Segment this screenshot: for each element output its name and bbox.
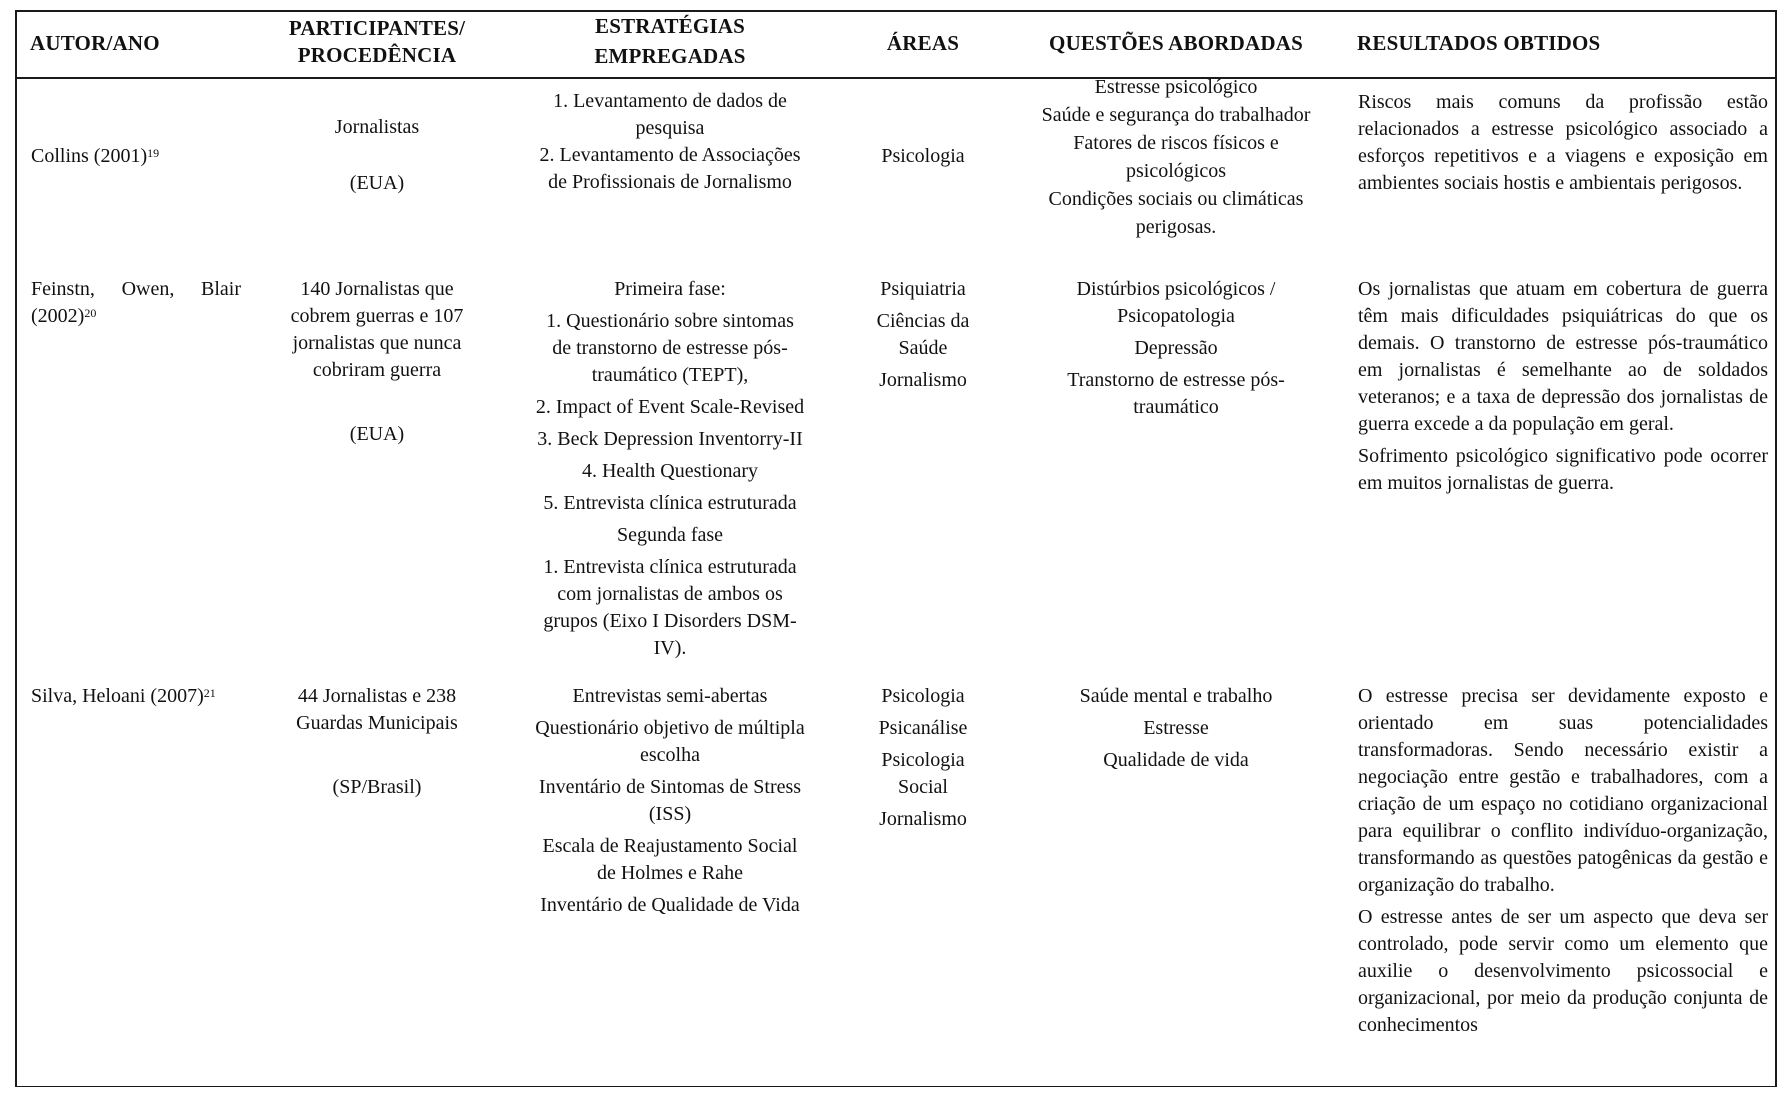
row3-strategies — [500, 683, 840, 919]
strategy-line: IV). — [653, 637, 687, 659]
area-line: Psiquiatria — [880, 278, 966, 300]
header-divider — [15, 77, 1777, 79]
row2-questions — [1016, 276, 1336, 421]
row1-author — [31, 143, 241, 170]
strategy-line: de Holmes e Rahe — [596, 862, 744, 884]
row1-questions — [1016, 73, 1336, 241]
participants-origin: (EUA) — [349, 172, 405, 194]
participants-line: Guardas Municipais — [296, 712, 458, 734]
reference-number: 19 — [147, 146, 160, 160]
participants-origin: (SP/Brasil) — [332, 776, 422, 798]
area-line: Psicanálise — [878, 717, 968, 739]
strategy-line: de Profissionais de Jornalismo — [548, 171, 792, 193]
strategy-line: Entrevistas semi-abertas — [572, 685, 768, 707]
question-line: psicológicos — [1126, 160, 1226, 182]
question-line: Saúde e segurança do trabalhador — [1041, 104, 1311, 126]
participants-origin: (EUA) — [349, 423, 405, 445]
participants-line: 44 Jornalistas e 238 — [297, 685, 457, 707]
area-line: Ciências da — [876, 310, 970, 332]
header-strategies-line2: EMPREGADAS — [594, 44, 746, 68]
strategy-line: (ISS) — [648, 803, 692, 825]
header-participants-line2: PROCEDÊNCIA — [297, 43, 457, 67]
area-line: Jornalismo — [879, 808, 967, 830]
strategy-line: grupos (Eixo I Disorders DSM- — [543, 610, 797, 632]
row1-strategies — [510, 88, 830, 196]
strategy-line: Questionário objetivo de múltipla — [535, 717, 805, 739]
row3-results — [1358, 683, 1768, 1044]
participants-line: jornalistas que nunca — [292, 332, 462, 354]
participants-line: cobrem guerras e 107 — [290, 305, 464, 327]
header-author: AUTOR/ANO — [30, 31, 160, 55]
area-line: Psicologia — [881, 685, 965, 707]
author-name: Collins (2001) — [31, 145, 148, 167]
row3-areas — [860, 683, 986, 833]
question-line: traumático — [1133, 396, 1219, 418]
strategy-line: 1. Levantamento de dados de — [553, 90, 787, 112]
question-line: Depressão — [1134, 337, 1218, 359]
strategy-line: 1. Questionário sobre sintomas — [546, 310, 794, 332]
area-line: Jornalismo — [879, 369, 967, 391]
row2-areas — [860, 276, 986, 394]
strategy-line: 1. Entrevista clínica estruturada — [543, 556, 797, 578]
question-line: Distúrbios psicológicos / — [1076, 278, 1276, 300]
author-name: Silva, Heloani (2007) — [31, 685, 204, 707]
row2-author — [31, 276, 241, 330]
question-line: Saúde mental e trabalho — [1079, 685, 1273, 707]
row3-author — [31, 683, 251, 710]
result-paragraph: O estresse precisa ser devidamente exposto e orientado em suas potencialidades transformadoras. Sendo necessário existir a negociação entre gestão e trabalhadores, com a criação de um espaço no cotidiano organizacional para equilibrar o conflito indivíduo-organização, transformando as questões patogênicas da gestão e organização do trabalho. — [1358, 685, 1768, 896]
header-areas: ÁREAS — [886, 31, 960, 55]
row1-results — [1358, 89, 1768, 202]
area-line: Saúde — [898, 337, 948, 359]
reference-number: 21 — [203, 686, 216, 700]
question-line: Estresse — [1143, 717, 1209, 739]
strategy-line: Escala de Reajustamento Social — [542, 835, 798, 857]
reference-number: 20 — [84, 306, 97, 320]
result-paragraph: Os jornalistas que atuam em cobertura de guerra têm mais dificuldades psiquiátricas do que os demais. O transtorno de estresse pós-traumático em jornalistas é semelhante ao de soldados veteranos; e a taxa de depressão dos jornalistas de guerra excede a da população em geral. — [1358, 278, 1768, 435]
question-line: Fatores de riscos físicos e — [1073, 132, 1279, 154]
result-paragraph: O estresse antes de ser um aspecto que deva ser controlado, pode servir como um elemento que auxilie o desenvolvimento psicossocial e organizacional, por meio da produção conjunta de conhecimentos — [1358, 906, 1768, 1036]
author-name: Feinstn, Owen, Blair (2002) — [31, 278, 241, 327]
result-paragraph: Riscos mais comuns da profissão estão relacionados a estresse psicológico associado a esforços repetitivos e a viagens e exposição em ambientes sociais hostis e ambientais perigosos. — [1358, 91, 1768, 194]
area-line: Social — [898, 776, 948, 798]
row1-areas — [860, 143, 986, 170]
row2-results — [1358, 276, 1768, 502]
question-line: Psicopatologia — [1117, 305, 1235, 327]
result-paragraph: Sofrimento psicológico significativo pode ocorrer em muitos jornalistas de guerra. — [1358, 445, 1768, 494]
row1-participants — [262, 114, 492, 197]
strategy-line: 2. Impact of Event Scale-Revised — [535, 396, 805, 418]
header-strategies-line1: ESTRATÉGIAS — [594, 14, 746, 38]
question-line: Transtorno de estresse pós- — [1067, 369, 1285, 391]
strategy-phase-label: Primeira fase: — [614, 278, 726, 300]
area-line: Psicologia — [881, 749, 965, 771]
strategy-line: 3. Beck Depression Inventorry-II — [537, 428, 803, 450]
participants-line: Jornalistas — [334, 116, 420, 138]
question-line: perigosas. — [1135, 216, 1217, 238]
strategy-line: 4. Health Questionary — [581, 460, 759, 482]
row3-participants — [262, 683, 492, 801]
header-questions: QUESTÕES ABORDADAS — [1049, 31, 1303, 55]
header-strategies — [540, 13, 800, 70]
question-line: Qualidade de vida — [1103, 749, 1249, 771]
strategy-line: Inventário de Sintomas de Stress — [538, 776, 802, 798]
row2-participants — [262, 276, 492, 448]
strategy-line: escolha — [640, 744, 700, 766]
header-results: RESULTADOS OBTIDOS — [1357, 31, 1601, 55]
participants-line: cobriram guerra — [312, 359, 442, 381]
strategy-line: 5. Entrevista clínica estruturada — [543, 492, 797, 514]
question-line: Estresse psicológico — [1094, 76, 1258, 98]
question-line: Condições sociais ou climáticas — [1048, 188, 1304, 210]
strategy-line: de transtorno de estresse pós- — [552, 337, 788, 359]
row2-strategies — [500, 276, 840, 662]
strategy-line: com jornalistas de ambos os — [557, 583, 783, 605]
header-participants — [262, 15, 492, 69]
strategy-line: Inventário de Qualidade de Vida — [540, 894, 800, 916]
strategy-phase-label: Segunda fase — [616, 524, 724, 546]
strategy-line: traumático (TEPT), — [591, 364, 749, 386]
row3-questions — [1016, 683, 1336, 774]
strategy-line: 2. Levantamento de Associações — [539, 144, 801, 166]
strategy-line: pesquisa — [635, 117, 705, 139]
area-line: Psicologia — [881, 145, 965, 167]
participants-line: 140 Jornalistas que — [300, 278, 454, 300]
header-participants-line1: PARTICIPANTES/ — [288, 16, 466, 40]
